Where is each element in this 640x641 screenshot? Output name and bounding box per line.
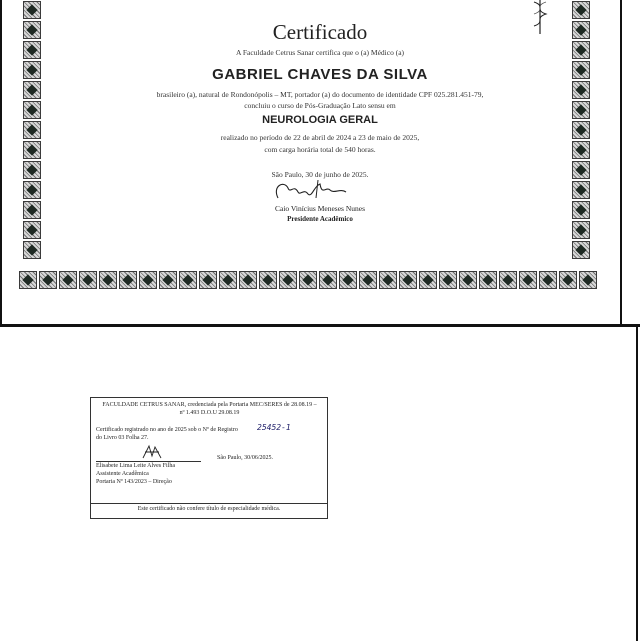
border-tile (519, 271, 537, 289)
president-role: Presidente Acadêmico (287, 215, 353, 223)
border-tile (139, 271, 157, 289)
register-number: 25452-1 (257, 423, 291, 432)
border-tile (259, 271, 277, 289)
border-tile (23, 181, 41, 199)
president-name: Caio Vinícius Meneses Nunes (274, 204, 366, 213)
course-name: NEUROLOGIA GERAL (262, 114, 378, 126)
border-tile (23, 1, 41, 19)
assistant-signature-line (96, 461, 201, 462)
border-tile (99, 271, 117, 289)
certificate-intro: A Faculdade Cetrus Sanar certifica que o (a) Médico (a) (235, 48, 405, 57)
border-tile (572, 181, 590, 199)
decorative-border-bottom (18, 270, 598, 290)
certificate-title: Certificado (272, 20, 368, 44)
stamp-header-line2: nº 1.493 D.O.U 29.08.19 (179, 410, 240, 416)
border-tile (19, 271, 37, 289)
registration-place-date: São Paulo, 30/06/2025. (217, 455, 274, 461)
page-edge-right-back (636, 327, 638, 641)
recipient-name: GABRIEL CHAVES DA SILVA (212, 66, 428, 83)
border-tile (572, 241, 590, 259)
completion-text: concluiu o curso de Pós-Graduação Lato sensu em (244, 101, 396, 110)
border-tile (459, 271, 477, 289)
assistant-role: Assistente Acadêmica (96, 471, 149, 477)
border-tile (579, 271, 597, 289)
border-tile (179, 271, 197, 289)
border-tile (239, 271, 257, 289)
border-tile (499, 271, 517, 289)
stamp-header-line1: FACULDADE CETRUS SANAR, credenciada pela Portaria MEC/SERES de 28.08.19 – (102, 402, 317, 408)
border-tile (119, 271, 137, 289)
place-date: São Paulo, 30 de junho de 2025. (271, 170, 369, 179)
border-tile (479, 271, 497, 289)
assistant-name: Elisabete Lima Leite Alves Filha (96, 463, 175, 469)
president-signature (270, 176, 360, 206)
assistant-ordinance: Portaria Nº 143/2023 – Direção (96, 479, 172, 485)
specialty-disclaimer: Este certificado não confere título de especialidade médica. (137, 506, 281, 512)
border-tile (299, 271, 317, 289)
border-tile (159, 271, 177, 289)
border-tile (339, 271, 357, 289)
border-tile (439, 271, 457, 289)
border-tile (399, 271, 417, 289)
border-tile (319, 271, 337, 289)
border-tile (279, 271, 297, 289)
border-tile (23, 221, 41, 239)
border-tile (379, 271, 397, 289)
border-tile (79, 271, 97, 289)
border-tile (572, 1, 590, 19)
border-tile (572, 221, 590, 239)
register-book: do Livro 03 Folha 27. (96, 435, 149, 441)
border-tile (359, 271, 377, 289)
border-tile (23, 241, 41, 259)
border-tile (559, 271, 577, 289)
course-hours: com carga horária total de 540 horas. (264, 145, 376, 154)
assistant-signature (141, 444, 163, 460)
border-tile (39, 271, 57, 289)
border-tile (59, 271, 77, 289)
register-text: Certificado registrado no ano de 2025 sob o Nº de Registro (96, 427, 238, 433)
border-tile (539, 271, 557, 289)
recipient-details: brasileiro (a), natural de Rondonópolis – MT, portador (a) do documento de identidade CPF 025.281.451-79, (156, 90, 484, 99)
course-period: realizado no período de 22 de abril de 2024 a 23 de maio de 2025, (220, 133, 420, 142)
stamp-footer-divider (91, 503, 327, 504)
border-tile (419, 271, 437, 289)
border-tile (219, 271, 237, 289)
border-tile (199, 271, 217, 289)
certificate-back-page (0, 326, 640, 641)
registration-stamp (90, 397, 328, 519)
